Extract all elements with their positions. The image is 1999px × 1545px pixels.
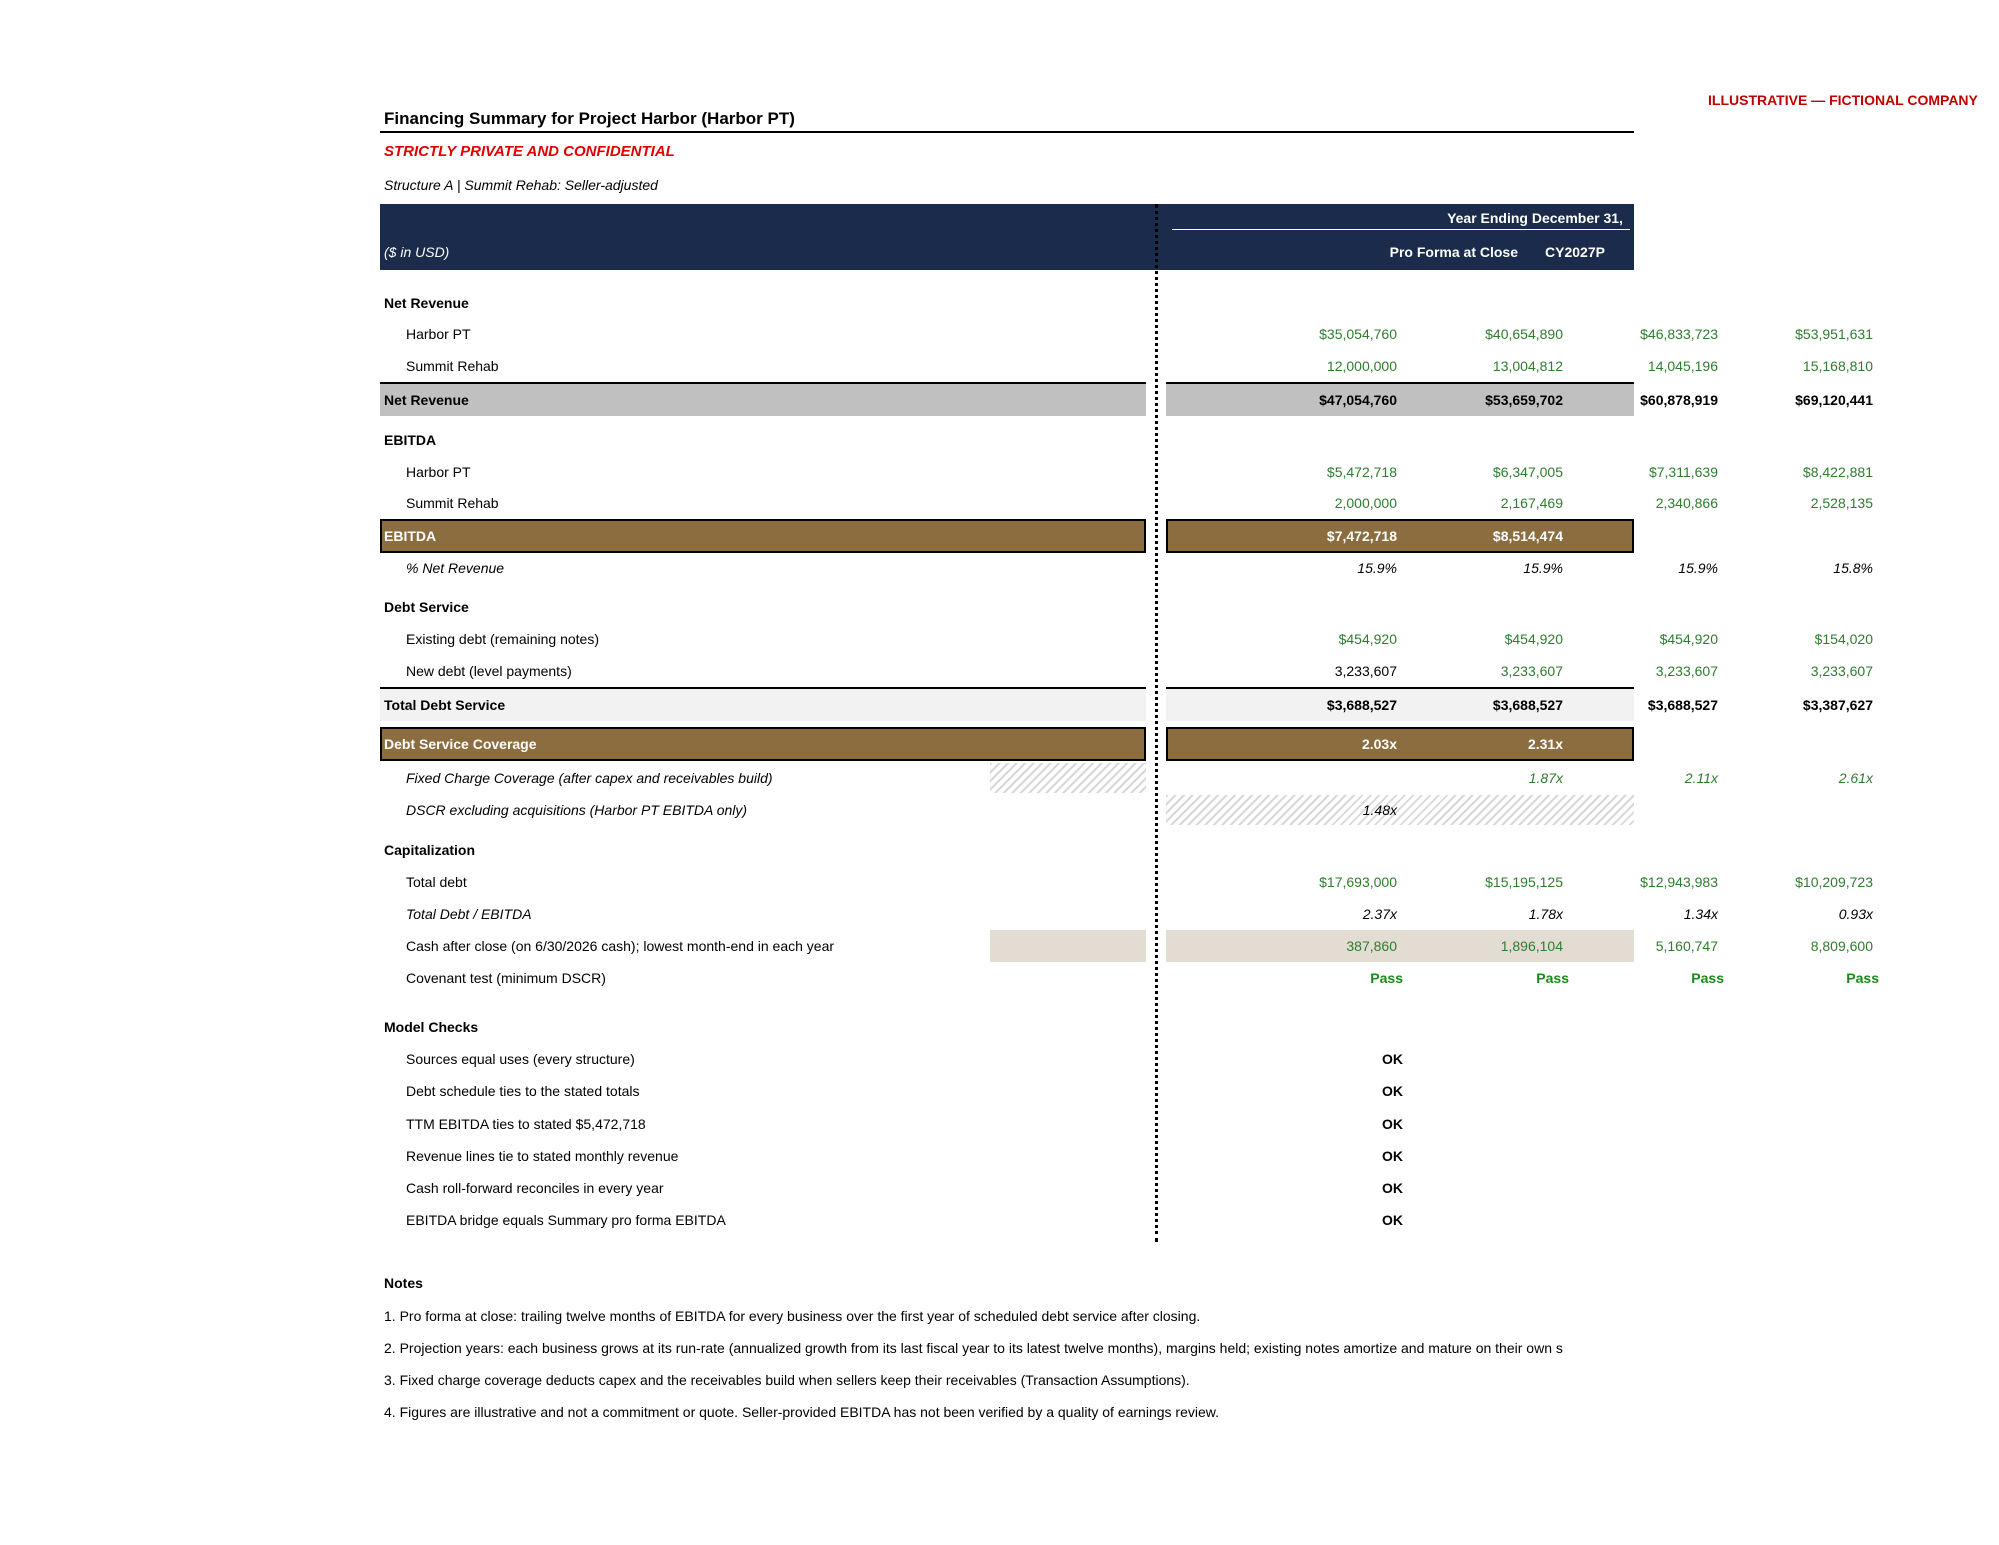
section-label: Net Revenue [384, 295, 469, 311]
col-header-cy2029: CY2029P [1856, 244, 1916, 260]
cell: 1.48x [1362, 802, 1397, 818]
cell: 14,045,196 [1647, 358, 1718, 374]
cell: 3,233,607 [1655, 663, 1718, 679]
cell: 3.23x [1837, 736, 1873, 752]
check-status: OK [1382, 1083, 1403, 1099]
table-row-coverage [380, 728, 1873, 760]
table-row [380, 318, 1873, 350]
title-rule [380, 131, 1634, 133]
table-row [380, 866, 1873, 898]
cell: $69,120,441 [1795, 392, 1873, 408]
cell: $454,920 [1504, 631, 1563, 647]
cell: 1.87x [1528, 770, 1563, 786]
cell: 1.34x [1683, 906, 1718, 922]
table-row [380, 1140, 1634, 1172]
cell: 2,000,000 [1334, 495, 1397, 511]
covenant-status: Pass [1846, 970, 1879, 986]
table-row [380, 794, 1634, 826]
table-row [380, 456, 1873, 488]
row-label: Summit Rehab [406, 495, 499, 511]
col-header-cy2028: CY2028P [1701, 244, 1761, 260]
section-debt-service [380, 591, 1634, 623]
section-capitalization [380, 834, 1634, 866]
structure-label: Structure A | Summit Rehab: Seller-adjusted [384, 177, 658, 193]
row-label: Total Debt / EBITDA [406, 906, 532, 922]
cell: $7,472,718 [1326, 528, 1397, 544]
row-label: New debt (level payments) [406, 663, 572, 679]
cell: 1.78x [1528, 906, 1563, 922]
cell: $454,920 [1659, 631, 1718, 647]
table-row-total [380, 689, 1873, 721]
cell: $35,054,760 [1319, 326, 1397, 342]
year-ending-label: Year Ending December 31, [1447, 210, 1623, 226]
table-row [380, 623, 1873, 655]
cell: $40,654,890 [1485, 326, 1563, 342]
col-header-pro-forma: Pro Forma at Close [1389, 244, 1518, 260]
check-status: OK [1382, 1212, 1403, 1228]
cell: 2.61x [1838, 770, 1873, 786]
row-label: Harbor PT [406, 326, 471, 342]
cell: $60,878,919 [1640, 392, 1718, 408]
row-label: EBITDA bridge equals Summary pro forma EBITDA [406, 1212, 726, 1228]
row-label: Fixed Charge Coverage (after capex and receivables build) [406, 770, 773, 786]
table-row [380, 930, 1873, 962]
table-row [380, 552, 1873, 584]
cell: $3,688,527 [1326, 697, 1397, 713]
cell: 5,160,747 [1655, 938, 1718, 954]
cell: 3,233,607 [1334, 663, 1397, 679]
check-status: OK [1382, 1051, 1403, 1067]
table-row [380, 962, 1879, 994]
row-label: Total debt [406, 874, 467, 890]
cell: 12,000,000 [1326, 358, 1397, 374]
illustrative-tag: ILLUSTRATIVE — FICTIONAL COMPANY [1708, 92, 1978, 108]
col-header-cy2027: CY2027P [1545, 244, 1605, 260]
covenant-status: Pass [1691, 970, 1724, 986]
confidential-label: STRICTLY PRIVATE AND CONFIDENTIAL [384, 143, 675, 160]
cell: $53,659,702 [1485, 392, 1563, 408]
cell: 2.11x [1684, 770, 1718, 786]
cell: 387,860 [1346, 938, 1397, 954]
row-label: Covenant test (minimum DSCR) [406, 970, 606, 986]
cell: $10,951,016 [1795, 528, 1873, 544]
section-label: Debt Service [384, 599, 469, 615]
cell: 3,233,607 [1500, 663, 1563, 679]
table-row [380, 1043, 1634, 1075]
cell: $154,020 [1814, 631, 1873, 647]
section-model-checks [380, 1011, 1634, 1043]
cell: $7,311,639 [1648, 464, 1718, 480]
unit-label: ($ in USD) [384, 244, 450, 260]
section-label: Model Checks [384, 1019, 479, 1035]
row-label: Revenue lines tie to stated monthly revenue [406, 1148, 679, 1164]
cell: 3,233,607 [1810, 663, 1873, 679]
row-label: Sources equal uses (every structure) [406, 1051, 635, 1067]
cell: $17,693,000 [1319, 874, 1397, 890]
cell: 8,809,600 [1810, 938, 1873, 954]
cell: $46,833,723 [1640, 326, 1718, 342]
cell: $53,951,631 [1795, 326, 1873, 342]
cell: $15,195,125 [1485, 874, 1563, 890]
cell: 2.03x [1361, 736, 1397, 752]
note-item: 3. Fixed charge coverage deducts capex and the receivables build when sellers keep their receivables (Transaction Assumptions). [384, 1372, 1190, 1388]
row-label: EBITDA [384, 528, 437, 544]
row-label: TTM EBITDA ties to stated $5,472,718 [406, 1116, 646, 1132]
row-label: Debt Service Coverage [384, 736, 537, 752]
note-item: 4. Figures are illustrative and not a commitment or quote. Seller-provided EBITDA has not been verified by a quality of earnings review. [384, 1404, 1219, 1420]
table-row [380, 487, 1873, 519]
cell: $8,514,474 [1492, 528, 1563, 544]
cell: 0.93x [1838, 906, 1873, 922]
section-net-revenue [380, 287, 1634, 319]
section-label: Capitalization [384, 842, 476, 858]
cell: $10,209,723 [1795, 874, 1873, 890]
row-label: Cash after close (on 6/30/2026 cash); lowest month-end in each year [406, 938, 835, 954]
table-row [380, 350, 1873, 382]
cell: 15.9% [1357, 560, 1397, 576]
cell: 2.62x [1682, 736, 1718, 752]
row-label: Summit Rehab [406, 358, 499, 374]
check-status: OK [1382, 1148, 1403, 1164]
row-label: DSCR excluding acquisitions (Harbor PT EBITDA only) [406, 802, 748, 818]
section-ebitda [380, 424, 1634, 456]
table-row [380, 655, 1873, 687]
check-status: OK [1382, 1180, 1403, 1196]
covenant-status: Pass [1370, 970, 1403, 986]
table-row [380, 1204, 1634, 1236]
row-label: Debt schedule ties to the stated totals [406, 1083, 640, 1099]
cell: 2,528,135 [1810, 495, 1873, 511]
cell: $5,472,718 [1326, 464, 1397, 480]
cell: $3,387,627 [1802, 697, 1873, 713]
section-label: EBITDA [384, 432, 437, 448]
note-item: 1. Pro forma at close: trailing twelve months of EBITDA for every business over the first year of scheduled debt service after closing. [384, 1308, 1201, 1324]
notes-title: Notes [384, 1275, 423, 1291]
note-item: 2. Projection years: each business grows at its run-rate (annualized growth from its last fiscal year to its latest twelve months), margins held; existing notes amortize and mature on their own s [384, 1340, 1563, 1356]
cell: 2.31x [1527, 736, 1563, 752]
cell: 2,340,866 [1655, 495, 1718, 511]
row-label: Existing debt (remaining notes) [406, 631, 599, 647]
cell: 2.37x [1362, 906, 1397, 922]
check-status: OK [1382, 1116, 1403, 1132]
cell: $47,054,760 [1319, 392, 1397, 408]
row-label: Harbor PT [406, 464, 471, 480]
table-header [380, 204, 1916, 270]
table-row [380, 1108, 1634, 1140]
cell: $454,920 [1338, 631, 1397, 647]
row-label: Total Debt Service [384, 697, 506, 713]
table-row-total [380, 520, 1873, 552]
table-row [380, 898, 1873, 930]
row-label: Net Revenue [384, 392, 469, 408]
covenant-status: Pass [1536, 970, 1569, 986]
cell: $9,652,505 [1647, 528, 1718, 544]
table-row [380, 762, 1873, 794]
row-label: Cash roll-forward reconciles in every year [406, 1180, 664, 1196]
table-row-total [380, 384, 1873, 416]
year-ending-rule [1172, 229, 1630, 230]
cell: 15.9% [1523, 560, 1563, 576]
cell: $8,422,881 [1802, 464, 1873, 480]
row-label: % Net Revenue [406, 560, 505, 576]
table-row [380, 1172, 1634, 1204]
cell: 2,167,469 [1500, 495, 1563, 511]
cell: $12,943,983 [1640, 874, 1718, 890]
cell: 15,168,810 [1802, 358, 1873, 374]
cell: $6,347,005 [1492, 464, 1563, 480]
cell: 15.8% [1833, 560, 1873, 576]
cell: 15.9% [1678, 560, 1718, 576]
cell: 1,896,104 [1500, 938, 1563, 954]
table-row [380, 1075, 1634, 1107]
cell: 13,004,812 [1492, 358, 1563, 374]
page-title: Financing Summary for Project Harbor (Harbor PT) [384, 109, 795, 128]
cell: $3,688,527 [1647, 697, 1718, 713]
cell: $3,688,527 [1492, 697, 1563, 713]
